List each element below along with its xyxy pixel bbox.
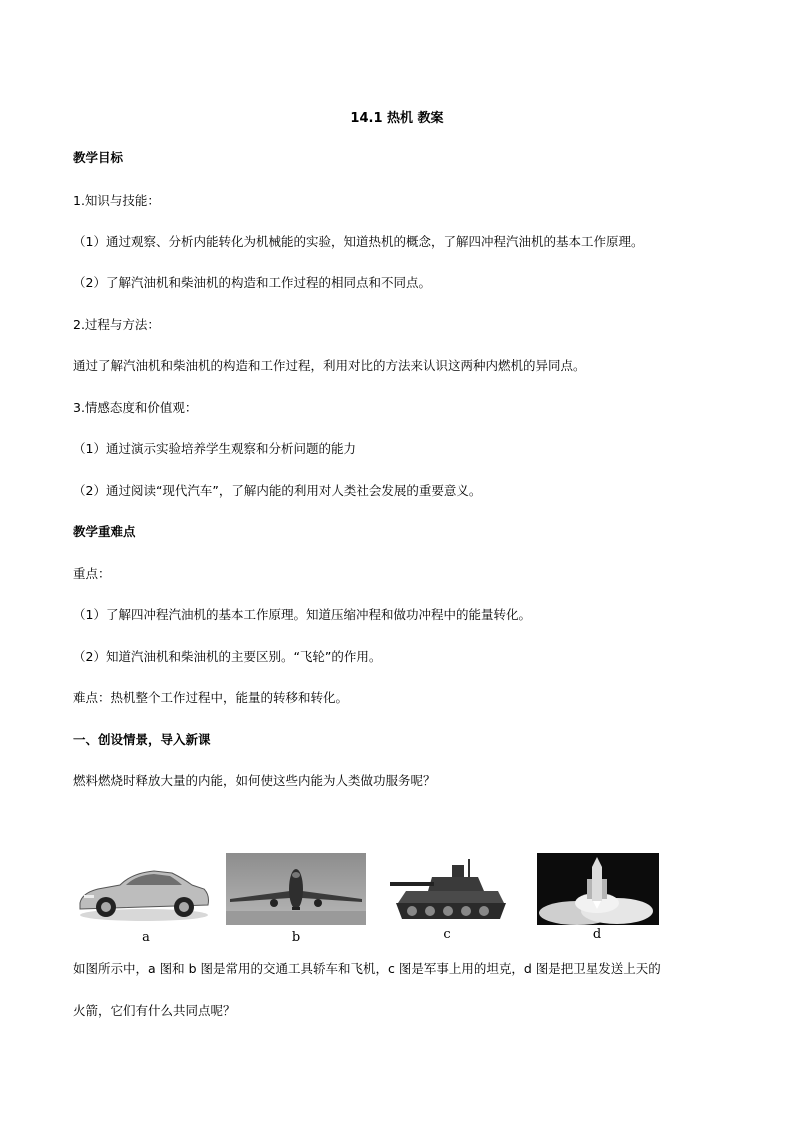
paragraph: 3.情感态度和价值观：	[73, 400, 198, 415]
paragraph: 通过了解汽油机和柴油机的构造和工作过程，利用对比的方法来认识这两种内燃机的异同点。	[73, 358, 586, 373]
paragraph: （2）了解汽油机和柴油机的构造和工作过程的相同点和不同点。	[73, 275, 431, 290]
paragraph: （1）通过演示实验培养学生观察和分析问题的能力	[73, 441, 356, 456]
car-image	[76, 855, 212, 923]
paragraph: 燃料燃烧时释放大量的内能，如何使这些内能为人类做功服务呢？	[73, 773, 436, 788]
image-caption-b: b	[291, 930, 301, 945]
heading-teaching-goals: 教学目标	[73, 150, 124, 165]
paragraph: （1）通过观察、分析内能转化为机械能的实验，知道热机的概念，了解四冲程汽油机的基本工作原理。	[73, 234, 644, 249]
image-caption-d: d	[592, 927, 602, 942]
paragraph: 难点：热机整个工作过程中，能量的转移和转化。	[73, 690, 349, 705]
paragraph: （1）了解四冲程汽油机的基本工作原理。知道压缩冲程和做功冲程中的能量转化。	[73, 607, 531, 622]
paragraph: 2.过程与方法：	[73, 317, 160, 332]
paragraph: （2）知道汽油机和柴油机的主要区别。“飞轮”的作用。	[73, 649, 382, 664]
airplane-image	[226, 853, 366, 925]
image-caption-a: a	[142, 930, 150, 945]
heading-key-points: 教学重难点	[73, 524, 136, 539]
image-caption-c: c	[443, 927, 451, 942]
paragraph: 火箭，它们有什么共同点呢？	[73, 1003, 236, 1018]
document-title: 14.1 热机 教案	[350, 111, 444, 126]
paragraph: 1.知识与技能：	[73, 193, 160, 208]
rocket-image	[537, 853, 659, 925]
tank-image	[388, 855, 514, 925]
paragraph: 重点：	[73, 566, 111, 581]
paragraph: 如图所示中，a 图和 b 图是常用的交通工具轿车和飞机，c 图是军事上用的坦克，d 图是把卫星发送上天的	[73, 961, 661, 976]
heading-section-one: 一、创设情景，导入新课	[73, 732, 211, 747]
paragraph: （2）通过阅读“现代汽车”，了解内能的利用对人类社会发展的重要意义。	[73, 483, 482, 498]
